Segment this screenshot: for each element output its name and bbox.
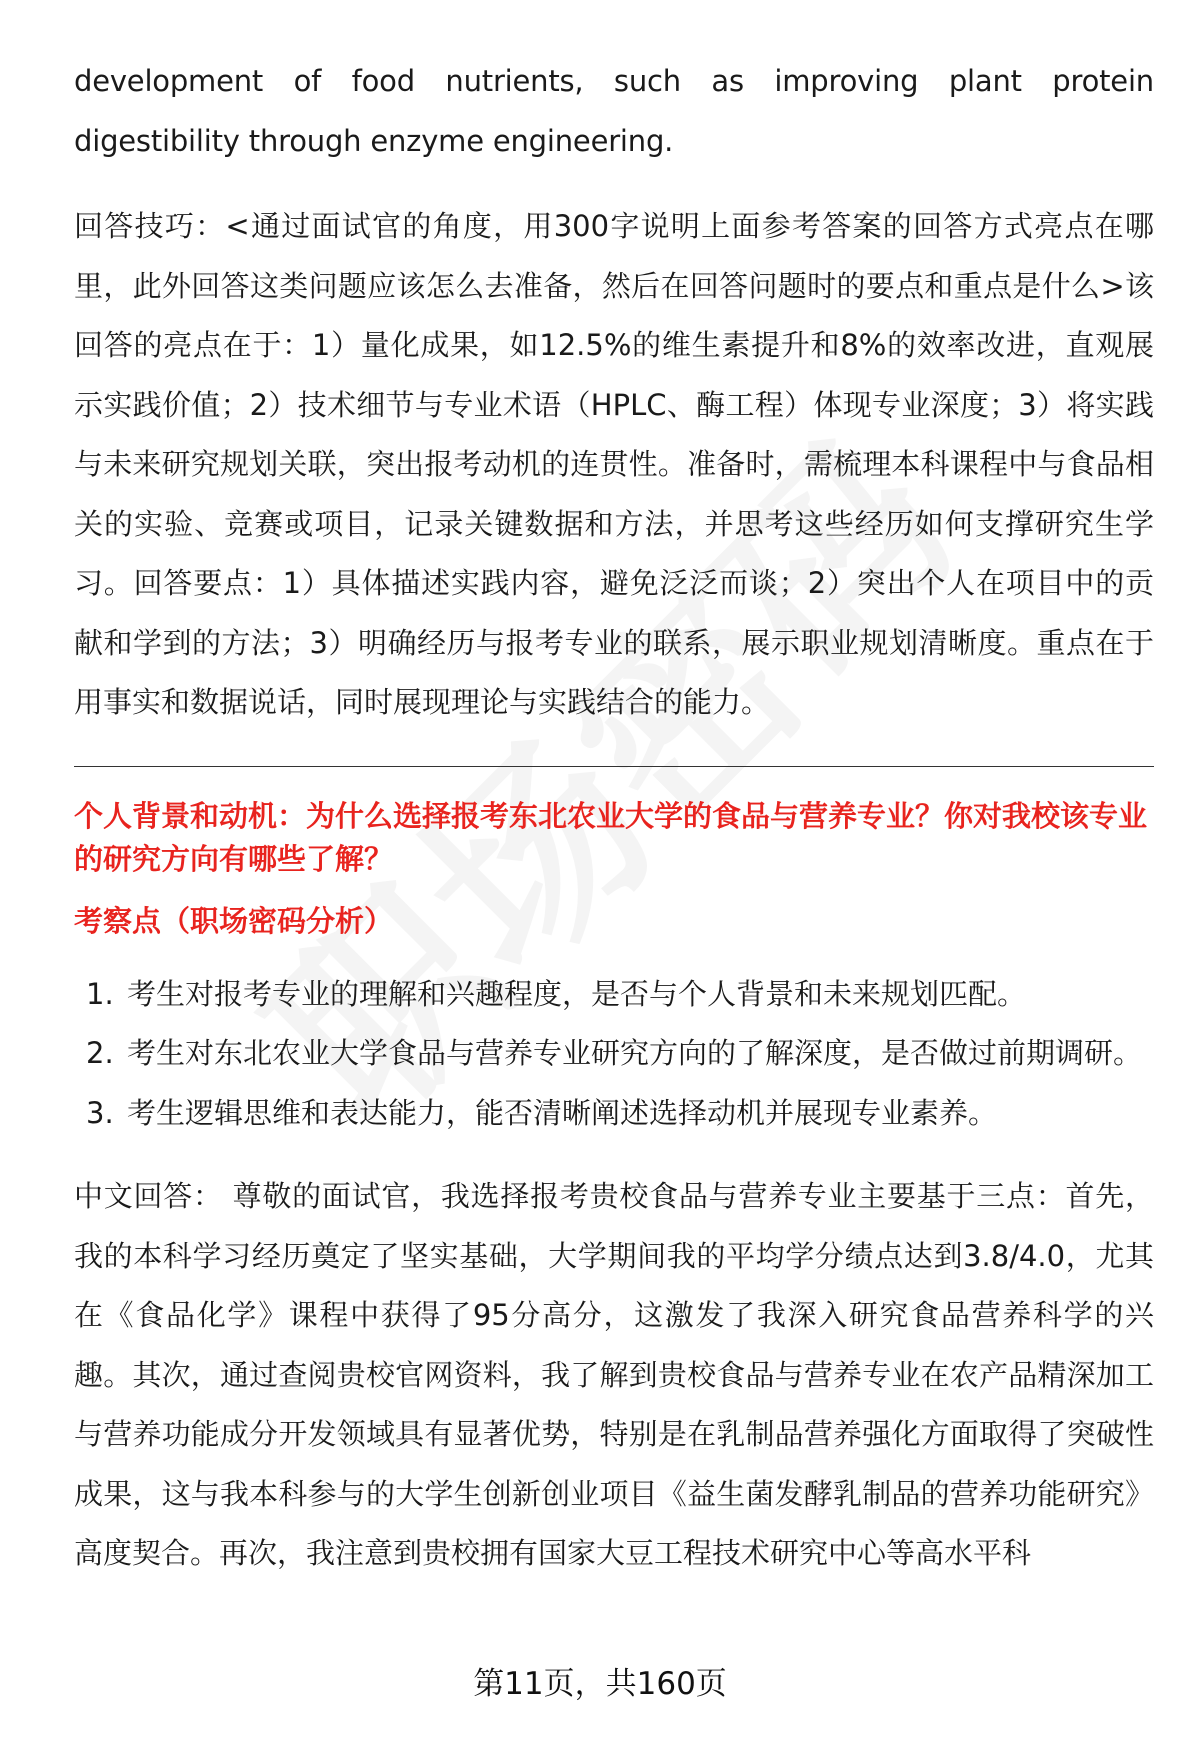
list-item-text: 考生对报考专业的理解和兴趣程度，是否与个人背景和未来规划匹配。 (127, 976, 1027, 1011)
answer-tips-paragraph: 回答技巧：<通过面试官的角度，用300字说明上面参考答案的回答方式亮点在哪里，此外回答这类问题应该怎么去准备，然后在回答问题时的要点和重点是什么>该回答的亮点在于：1）量化成果，如12.5%的维生素提升和8%的效率改进，直观展示实践价值；2）技术细节与专业术语（HPLC、酶工程）体现专业深度；3）将实践与未来研究规划关联，突出报考动机的连贯性。准备时，需梳理本科课程中与食品相关的实验、竞赛或项目，记录关键数据和方法，并思考这些经历如何支撑研究生学习。回答要点：1）具体描述实践内容，避免泛泛而谈；2）突出个人在项目中的贡献和学到的方法；3）明确经历与报考专业的联系，展示职业规划清晰度。重点在于用事实和数据说话，同时展现理论与实践结合的能力。 (74, 209, 1154, 719)
assessment-points-title: 考察点（职场密码分析） (74, 903, 394, 938)
list-item (74, 1024, 1154, 1084)
list-item-text: 考生逻辑思维和表达能力，能否清晰阐述选择动机并展现专业素养。 (127, 1095, 998, 1130)
list-item-text: 考生对东北农业大学食品与营养专业研究方向的了解深度，是否做过前期调研。 (127, 1036, 1143, 1070)
list-item-number: 2. (86, 1036, 114, 1070)
question-heading: 个人背景和动机：为什么选择报考东北农业大学的食品与营养专业？你对我校该专业的研究方向有哪些了解？ (74, 798, 1148, 876)
list-item (74, 1084, 1154, 1144)
document-body (74, 52, 1154, 1584)
list-item-number: 3. (86, 1095, 114, 1130)
page-number-footer: 第11页，共160页 (473, 1666, 727, 1702)
intro-paragraph: development of food nutrients, such as improving plant protein digestibility through enzyme engineering. (74, 64, 1154, 158)
section-divider (74, 766, 1154, 767)
list-item-number: 1. (86, 976, 114, 1011)
assessment-points-list (74, 965, 1154, 1144)
chinese-answer-paragraph: 中文回答： 尊敬的面试官，我选择报考贵校食品与营养专业主要基于三点：首先，我的本科学习经历奠定了坚实基础，大学期间我的平均学分绩点达到3.8/4.0，尤其在《食品化学》课程中获得了95分高分，这激发了我深入研究食品营养科学的兴趣。其次，通过查阅贵校官网资料，我了解到贵校食品与营养专业在农产品精深加工与营养功能成分开发领域具有显著优势，特别是在乳制品营养强化方面取得了突破性成果，这与我本科参与的大学生创新创业项目《益生菌发酵乳制品的营养功能研究》高度契合。再次，我注意到贵校拥有国家大豆工程技术研究中心等高水平科 (74, 1179, 1154, 1570)
list-item (74, 965, 1154, 1025)
